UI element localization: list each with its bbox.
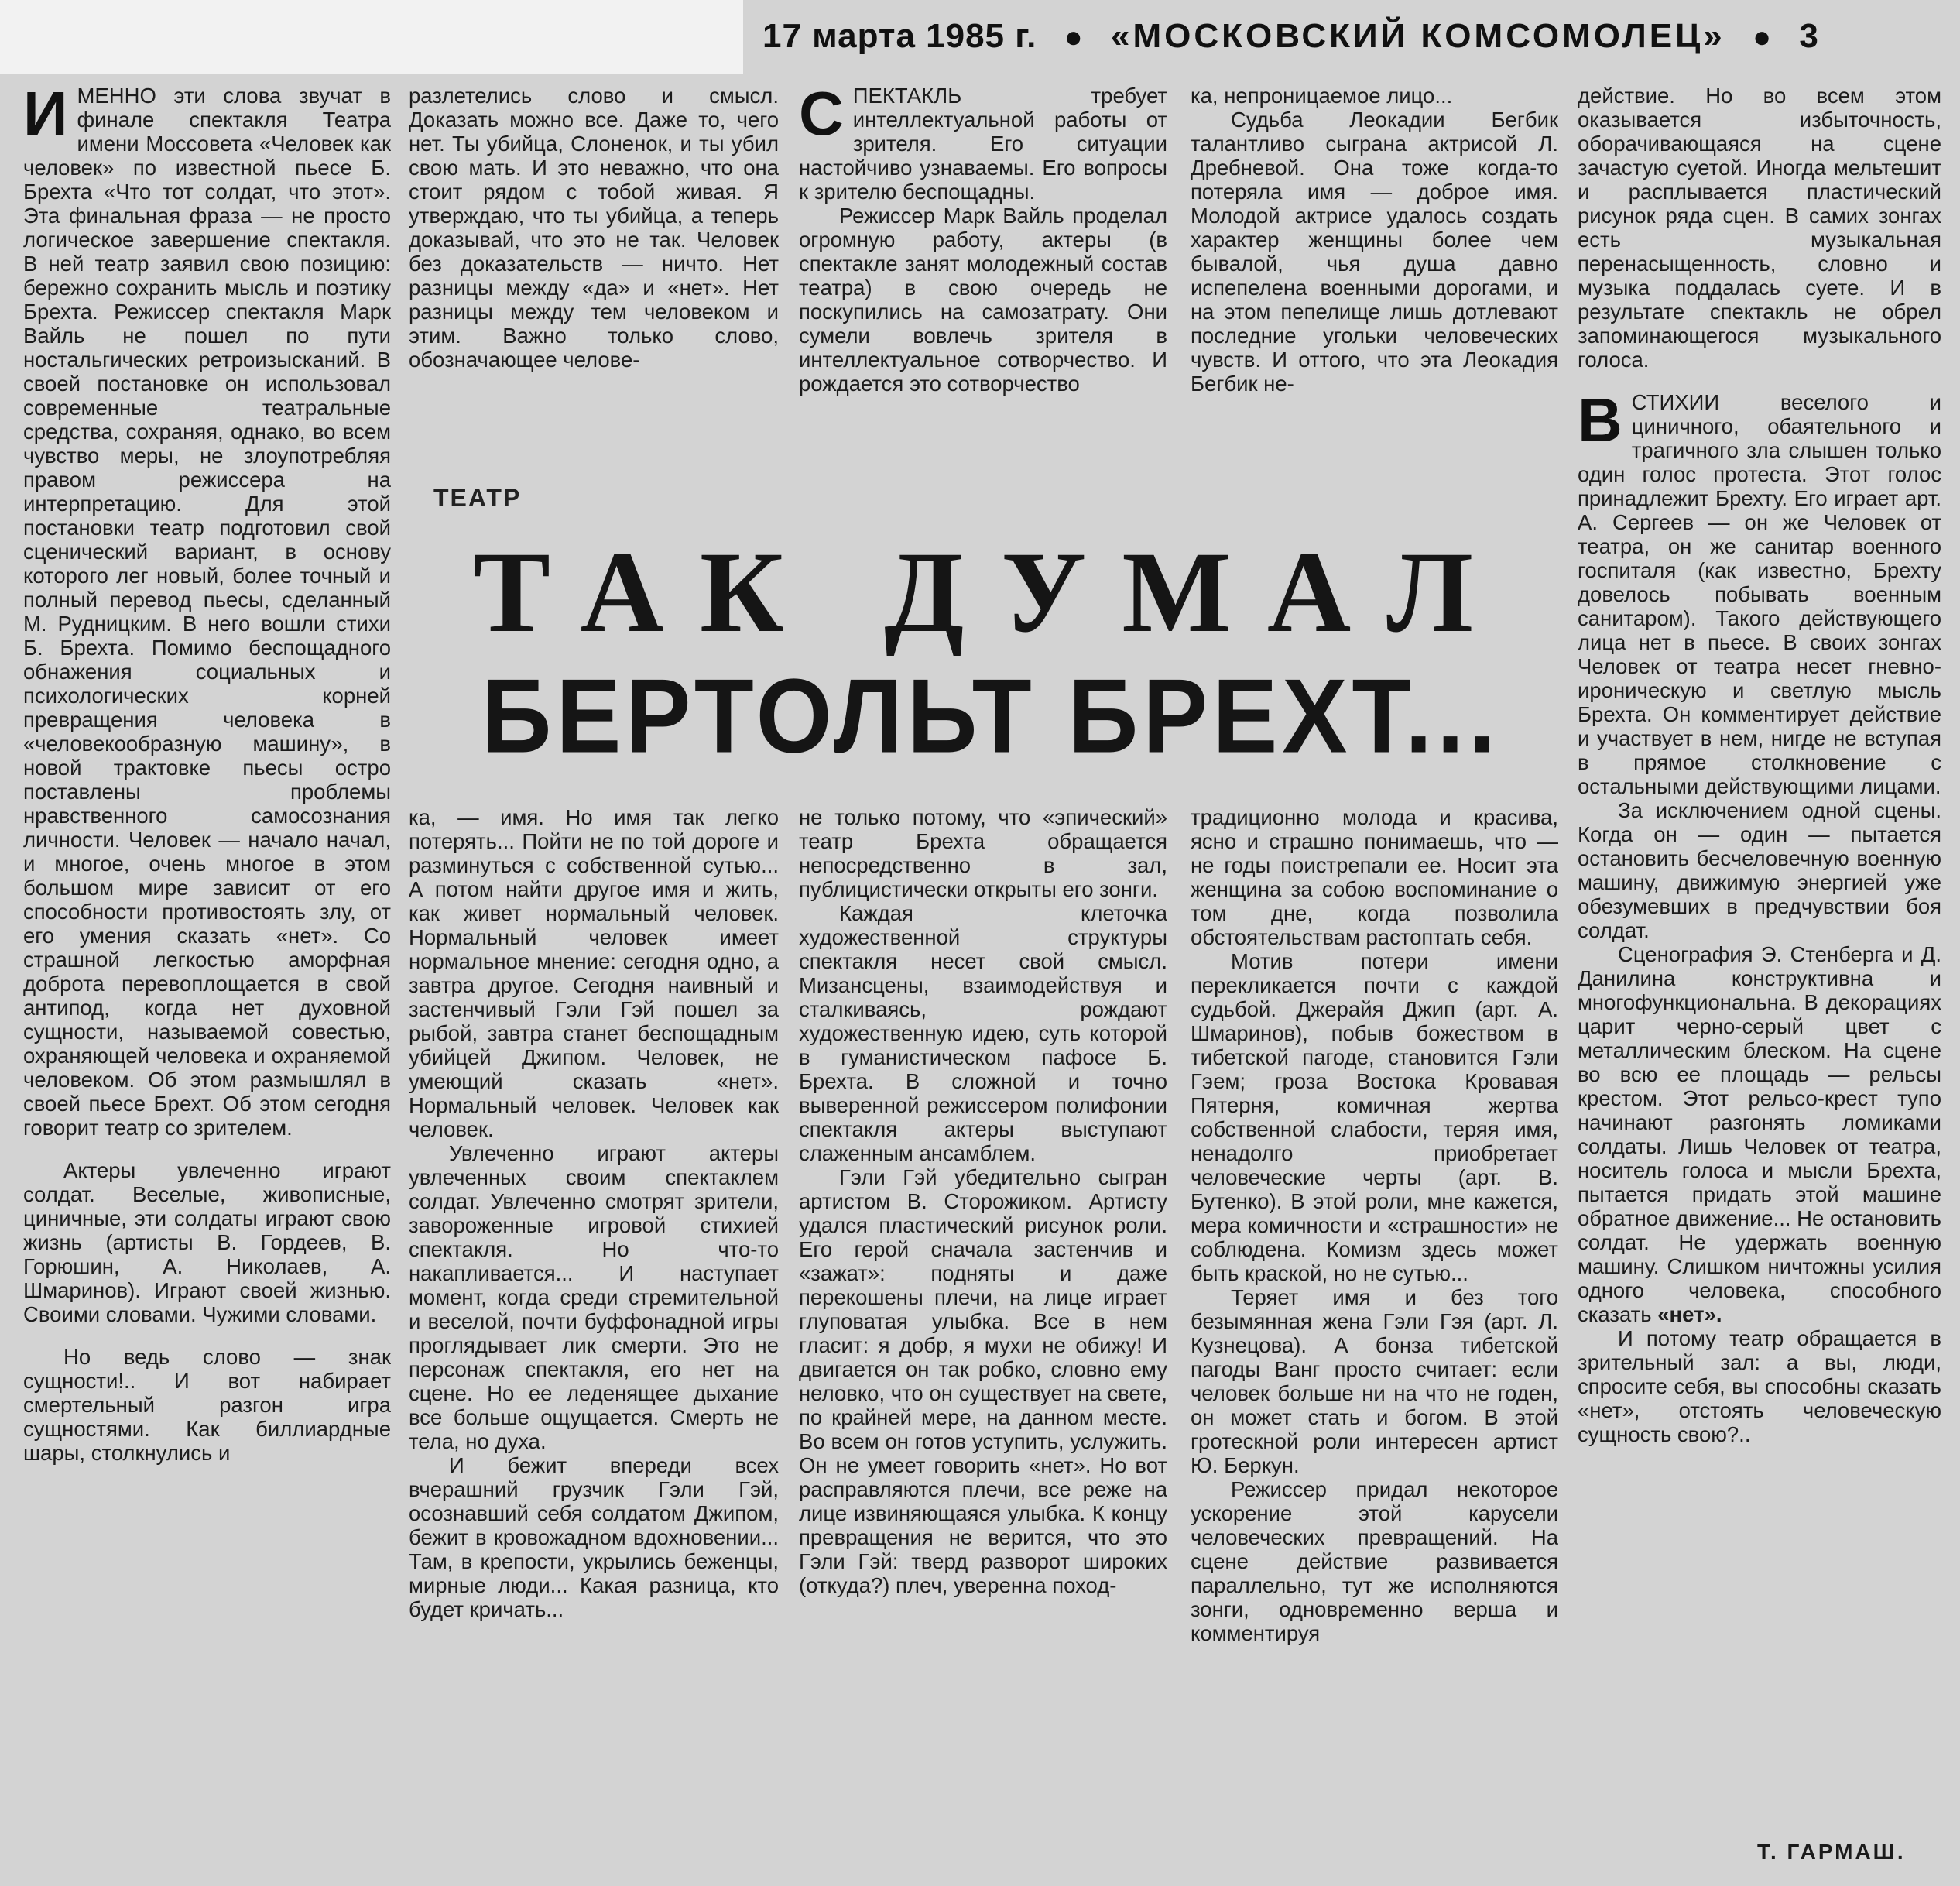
paragraph: ка, непроницаемое лицо... bbox=[1191, 84, 1453, 108]
article-column-3-top bbox=[799, 84, 1167, 471]
bullet-icon: ● bbox=[1752, 20, 1773, 54]
paragraph: За исключением одной сцены. Когда он — один — пытается остановить бесчеловечную военную машину, движимую энергией уже обезумевших в предчувствии боя солдат. bbox=[1578, 798, 1941, 942]
paragraph: ПЕКТАКЛЬ требует интеллектуальной работы от зрителя. Его ситуации настойчиво узнаваемы. Его вопросы к зрителю беспощадны. bbox=[799, 84, 1167, 204]
paragraph: Теряет имя и без того безымянная жена Гэли Гэя (арт. Л. Кузнецова). А бонза тибетской пагоды Ванг просто считает: если человек больше ни на что не годен, он может стать и богом. В этой гротескной роли интересен артист Ю. Беркун. bbox=[1191, 1285, 1558, 1477]
masthead bbox=[762, 9, 1943, 63]
article-column-2-bottom bbox=[409, 805, 779, 1880]
paragraph: действие. Но во всем этом оказывается избыточность, оборачивающаяся на сцене зачастую суетой. Иногда мельтешит и расплывается пластический рисунок ряда сцен. В самих зонгах есть музыкальная перенасыщенность, словно и музыка поддалась суете. И в результате спектакль не обрел запоминающегося музыкального голоса. bbox=[1578, 84, 1941, 372]
paragraph: Каждая клеточка художественной структуры спектакля несет свой смысл. Мизансцены, взаимодействуя и сталкиваясь, рождают художественную идею, суть которой в гуманистическом пафосе Б. Брехта. В сложной и точно выверенной режиссером полифонии спектакля актеры выступают слаженным ансамблем. bbox=[799, 901, 1167, 1165]
author-signature: Т. ГАРМАШ. bbox=[1757, 1840, 1906, 1864]
paragraph: Гэли Гэй убедительно сыгран артистом В. Сторожиком. Артисту удался пластический рисунок роли. Его герой сначала застенчив и «зажат»: подняты и даже перекошены плечи, на лице играет глуповатая улыбка. Все в нем гласит: я добр, я мухи не обижу! И двигается он так робко, словно ему неловко, что он существует на свете, по крайней мере, на данном месте. Во всем он готов уступить, услужить. Он не умеет говорить «нет». Но вот расправляются плечи, все реже на лице извиняющаяся улыбка. К концу превращения не верится, что это Гэли Гэй: тверд разворот широких (откуда?) плеч, уверенна поход- bbox=[799, 1165, 1167, 1597]
paragraph: Актеры увлеченно играют солдат. Веселые, живописные, циничные, эти солдаты играют свою жизнь (артисты В. Гордеев, В. Горюшин, А. Николаев, А. Шмаринов). Играют своей жизнью. Своими словами. Чужими словами. bbox=[23, 1158, 391, 1326]
paragraph: Режиссер Марк Вайль проделал огромную работу, актеры (в спектакле занят молодежный состав театра) в свою очередь не поскупились на самозатрату. Они сумели вовлечь зрителя в интеллектуальное сотворчество. И рождается это сотворчество bbox=[799, 204, 1167, 396]
paragraph: ка, — имя. Но имя так легко потерять... Пойти не по той дороге и разминуться с собственной сутью... А потом найти другое имя и жить, как живет нормальный человек. Нормальный человек имеет нормальное мнение: сегодня одно, а завтра другое. Сегодня наивный и застенчивый Гэли Гэй пошел за рыбой, завтра станет беспощадным убийцей Джипом. Человек, не умеющий сказать «нет». Нормальный человек. Человек как человек. bbox=[409, 805, 779, 1141]
section-rubric: ТЕАТР bbox=[433, 484, 522, 512]
article-column-4-top bbox=[1191, 84, 1558, 471]
article-column-2-top bbox=[409, 84, 779, 471]
headline-line-1: ТАК ДУМАЛ bbox=[473, 528, 1509, 657]
headline-line-2: БЕРТОЛЬТ БРЕХТ... bbox=[481, 657, 1501, 775]
article-column-5 bbox=[1578, 84, 1941, 1833]
paragraph: разлетелись слово и смысл. Доказать можно все. Даже то, чего нет. Ты убийца, Слоненок, и ты убил свою мать. И это неважно, что она стоит рядом с тобой живая. Я утверждаю, что ты убийца, а теперь доказывай, что это не так. Человек без доказательств — ничто. Нет разницы между «да» и «нет». Нет разницы между тем человеком и этим. Важно только слово, обозначающее челове- bbox=[409, 84, 779, 372]
paragraph: Режиссер придал некоторое ускорение этой карусели человеческих превращений. На сцене действие развивается параллельно, тут же исполняются зонги, одновременно верша и комментируя bbox=[1191, 1477, 1558, 1645]
paragraph bbox=[1578, 386, 1941, 798]
paragraph: Судьба Леокадии Бегбик талантливо сыграна актрисой Л. Дребневой. Она тоже когда-то потеряла имя — доброе имя. Молодой актрисе удалось создать характер женщины более чем бывалой, чья душа давно испепелена военными дорогами, и на этом пепелище лишь дотлевают последние угольки человеческих чувств. И оттого, что эта Леокадия Бегбик не- bbox=[1191, 108, 1558, 396]
paragraph: Мотив потери имени перекликается почти с каждой судьбой. Джерайя Джип (арт. А. Шмаринов), побыв божеством в тибетской пагоде, становится Гэли Гэем; гроза Востока Кровавая Пятерня, комичная жертва собственной слабости, теряя имя, ненадолго приобретает человеческие черты (арт. В. Бутенко). В этой роли, мне кажется, мера комичности и «страшности» не соблюдена. Комизм здесь может быть краской, но не сутью... bbox=[1191, 949, 1558, 1285]
bullet-icon: ● bbox=[1064, 20, 1084, 54]
paragraph: не только потому, что «эпический» театр Брехта обращается непосредственно в зал, публицистически открыты его зонги. bbox=[799, 805, 1167, 901]
paragraph-text: Сценография Э. Стенберга и Д. Данилина конструктивна и многофункциональна. В декорациях царит черно-серый цвет с металлическим блеском. На сцене во всю ее площадь — рельсы крестом. Этот рельсо-крест тупо начинают разгонять ломиками солдаты. Лишь Человек от театра, носитель голоса и мысли Брехта, пытается придать этой машине обратное движение... Не остановить солдат. Не удержать военную машину. Слишком ничтожны усилия одного человека, способного сказать bbox=[1578, 942, 1941, 1326]
page-number: 3 bbox=[1799, 17, 1819, 55]
paragraph: МЕННО эти слова звучат в финале спектакля Театра имени Моссовета «Человек как человек» по известной пьесе Б. Брехта «Что тот солдат, что этот». Эта финальная фраза — не просто логическое завершение спектакля. В ней театр заявил свою позицию: бережно сохранить мысль и поэтику Брехта. Режиссер спектакля Марк Вайль не пошел по пути ностальгических ретроизысканий. В своей постановке он использовал современные театральные средства, сохраняя, однако, во всем чувство меры, не злоупотребляя правом режиссера на интерпретацию. Для этой постановки театр подготовил свой сценический вариант, в основу которого лег новый, более точный и полный перевод пьесы, сделанный М. Рудницким. В него вошли стихи Б. Брехта. Помимо беспощадного обнажения социальных и психологических корней превращения человека в «человекообразную машину», в новой трактовке пьесы остро поставлены проблемы нравственного самосознания личности. Человек — начало начал, и многое, очень многое в этом большом мире зависит от его способности противостоять злу, от его умения сказать «нет». Со страшной легкостью аморфная доброта перевоплощается в свой антипод, когда нет духовной сущности, называемой совестью, охраняющей человека и охраняемой человеком. Об этом размышлял в своей пьесе Брехт. Об этом сегодня говорит театр со зрителем. bbox=[23, 84, 391, 1140]
paragraph-text: СТИХИИ веселого и циничного, обаятельного и трагичного зла слышен только один голос протеста. Этот голос принадлежит Брехту. Его играет арт. А. Сергеев — он же Человек от театра, он же санитар военного госпиталя (как известно, Брехту довелось побывать военным санитаром). Такого действующего лица нет в пьесе. В своих зонгах Человек от театра несет гневно-ироническую и светлую мысль Брехта. Он комментирует действие и участвует в нем, нигде не вступая в прямое столкновение с остальными действующими лицами. bbox=[1578, 390, 1941, 798]
issue-date: 17 марта 1985 г. bbox=[762, 17, 1037, 55]
paragraph bbox=[1578, 942, 1941, 1326]
dropcap: И bbox=[23, 84, 68, 148]
article-column-1 bbox=[23, 84, 391, 1880]
emphasis: «нет». bbox=[1657, 1302, 1722, 1326]
paragraph: традиционно молода и красива, ясно и страшно понимаешь, что — не годы поистрепали ее. Носит эта женщина за собою воспоминание о том дне, когда позволила обстоятельствам растоптать себя. bbox=[1191, 805, 1558, 949]
paragraph: И потому театр обращается в зрительный зал: а вы, люди, спросите себя, вы способны сказать «нет», отстоять человеческую сущность свою?.. bbox=[1578, 1326, 1941, 1446]
dropcap: В bbox=[1578, 386, 1622, 454]
article-column-4-bottom bbox=[1191, 805, 1558, 1880]
torn-paper-edge bbox=[0, 0, 743, 74]
dropcap: С bbox=[799, 84, 844, 148]
article-column-3-bottom bbox=[799, 805, 1167, 1880]
newspaper-name: «МОСКОВСКИЙ КОМСОМОЛЕЦ» bbox=[1111, 17, 1725, 55]
headline bbox=[449, 526, 1533, 774]
paragraph: Но ведь слово — знак сущности!.. И вот набирает смертельный разгон игра сущностями. Как биллиардные шары, столкнулись и bbox=[23, 1345, 391, 1465]
paragraph: Увлеченно играют актеры увлеченных своим спектаклем солдат. Увлеченно смотрят зрители, завороженные игровой стихией спектакля. Но что-то накапливается... И наступает момент, когда среди стремительной и веселой, почти буффонадной игры проглядывает лик смерти. Это не персонаж спектакля, его нет на сцене. Но ее леденящее дыхание все больше ощущается. Смерть не тела, но духа. bbox=[409, 1141, 779, 1453]
paragraph: И бежит впереди всех вчерашний грузчик Гэли Гэй, осознавший себя солдатом Джипом, бежит в кровожадном вдохновении... Там, в крепости, укрылись беженцы, мирные люди... Какая разница, кто будет кричать... bbox=[409, 1453, 779, 1621]
